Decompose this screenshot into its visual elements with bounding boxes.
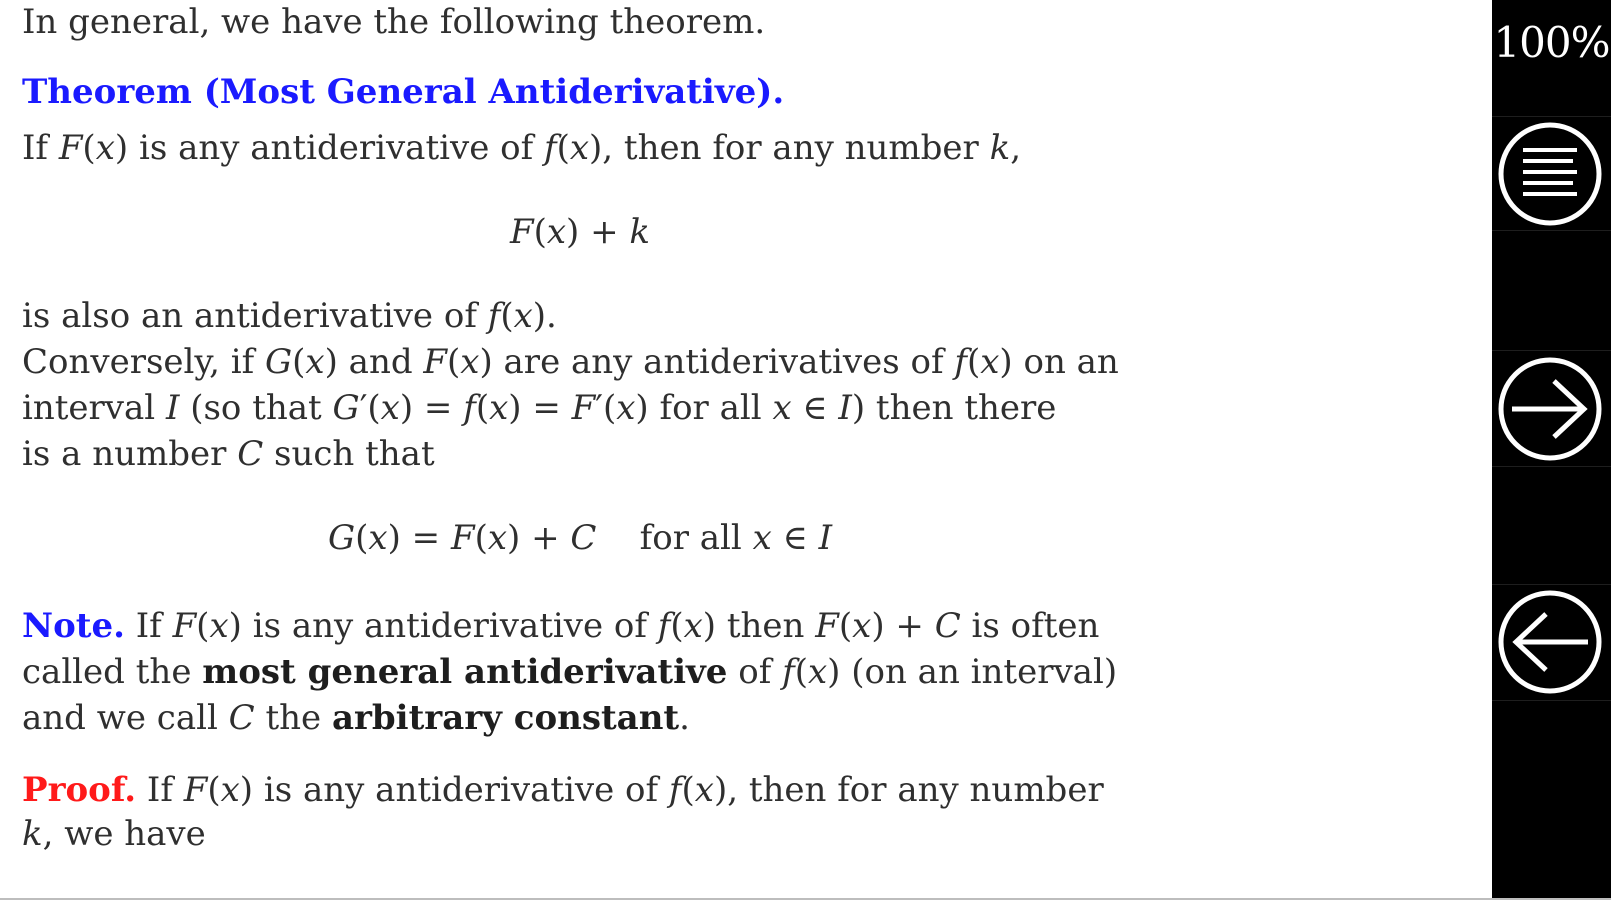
menu-lines-icon [1496,120,1604,228]
zoom-level[interactable]: 100% [1493,18,1610,67]
sidebar-divider [1492,116,1611,117]
note-line-2: called the most general antiderivative of f(x) (on an interval) [22,652,1118,692]
previous-page-button[interactable] [1496,588,1604,696]
menu-button[interactable] [1496,120,1604,228]
proof-line-1: Proof. If F(x) is any antiderivative of f(x), then for any number [22,770,1104,810]
display-equation-2: G(x) = F(x) + C for all x ∈ I [327,518,833,558]
note-line-3: and we call C the arbitrary constant. [22,698,690,738]
conversely-line-1: Conversely, if G(x) and F(x) are any antiderivatives of f(x) on an [22,342,1119,382]
next-page-button[interactable] [1496,355,1604,463]
sidebar-divider [1492,230,1611,231]
sidebar-divider [1492,350,1611,351]
arrow-right-icon [1496,355,1604,463]
theorem-statement-line: If F(x) is any antiderivative of f(x), then for any number k, [22,128,1022,168]
term-most-general-antiderivative: most general antiderivative [202,652,728,692]
note-line-1: Note. If F(x) is any antiderivative of f(x) then F(x) + C is often [22,606,1100,646]
also-antiderivative-line: is also an antiderivative of f(x). [22,296,557,336]
display-equation-1: F(x) + k [509,212,651,252]
reader-sidebar [1492,0,1611,898]
term-arbitrary-constant: arbitrary constant [331,698,680,738]
arrow-left-icon [1496,588,1604,696]
conversely-line-3: is a number C such that [22,434,435,474]
proof-label: Proof. [22,770,137,810]
sidebar-divider [1492,700,1611,701]
sidebar-divider [1492,584,1611,585]
note-label: Note. [22,606,125,646]
theorem-heading: Theorem (Most General Antiderivative). [22,72,785,112]
intro-text: In general, we have the following theorem. [22,2,766,42]
proof-line-2: k, we have [22,814,206,854]
sidebar-divider [1492,466,1611,467]
conversely-line-2: interval I (so that G′(x) = f(x) = F′(x) for all x ∈ I) then there [22,388,1057,428]
